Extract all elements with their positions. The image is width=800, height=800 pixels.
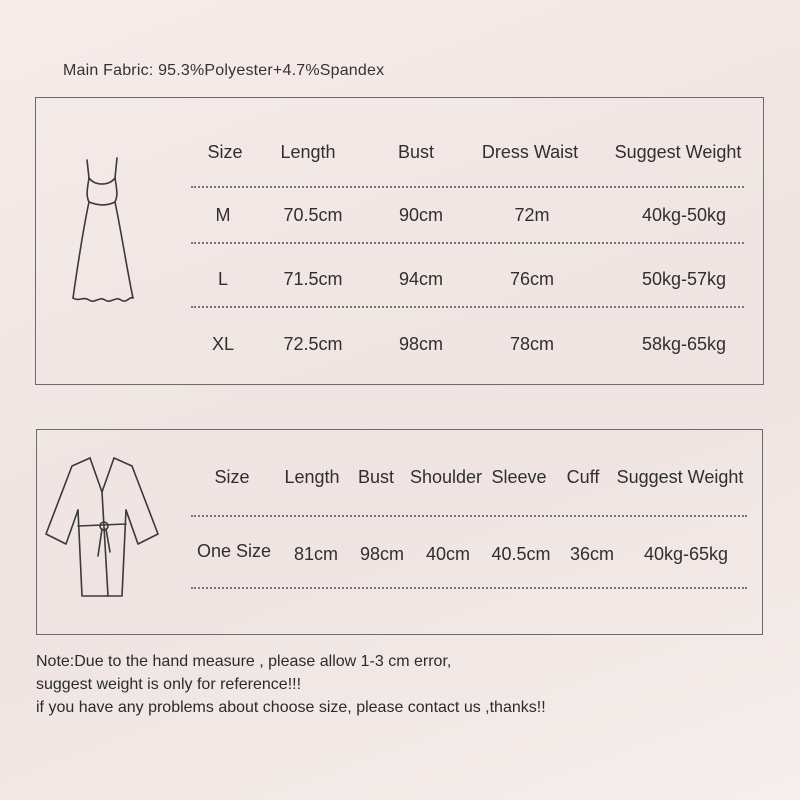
header-suggest-weight: Suggest Weight	[616, 467, 744, 487]
dotted-divider	[191, 242, 744, 244]
fabric-composition: Main Fabric: 95.3%Polyester+4.7%Spandex	[63, 62, 385, 79]
table-cell: 40kg-50kg	[641, 205, 727, 225]
note-line: Note:Due to the hand measure , please allow 1-3 cm error,	[36, 653, 452, 670]
table-cell: 72.5cm	[283, 334, 343, 354]
table-cell: 72m	[514, 205, 550, 225]
header-length: Length	[284, 467, 340, 487]
table-cell: 40cm	[425, 544, 471, 564]
dotted-divider	[191, 306, 744, 308]
robe-icon	[42, 452, 162, 602]
header-bust: Bust	[357, 467, 395, 487]
table-cell: XL	[211, 334, 235, 354]
size-note	[36, 650, 546, 719]
header-dress-waist: Dress Waist	[481, 142, 579, 162]
table-cell: 40.5cm	[491, 544, 551, 564]
table-cell: 58kg-65kg	[641, 334, 727, 354]
dotted-divider	[191, 186, 744, 188]
header-size: Size	[207, 142, 243, 162]
table-cell: M	[215, 205, 231, 225]
table-cell: 90cm	[398, 205, 444, 225]
header-shoulder: Shoulder	[409, 467, 483, 487]
note-line: if you have any problems about choose size, please contact us ,thanks!!	[36, 699, 546, 716]
table-cell: 81cm	[293, 544, 339, 564]
table-cell: 78cm	[509, 334, 555, 354]
table-cell: L	[217, 269, 229, 289]
table-cell: 94cm	[398, 269, 444, 289]
table-cell: 71.5cm	[283, 269, 343, 289]
table-cell: 36cm	[569, 544, 615, 564]
dotted-divider	[191, 587, 747, 589]
slip-dress-icon	[65, 150, 145, 310]
header-sleeve: Sleeve	[491, 467, 547, 487]
header-suggest-weight: Suggest Weight	[614, 142, 742, 162]
header-bust: Bust	[397, 142, 435, 162]
note-line: suggest weight is only for reference!!!	[36, 676, 302, 693]
table-cell: One Size	[196, 541, 272, 561]
dotted-divider	[191, 515, 747, 517]
table-cell: 50kg-57kg	[641, 269, 727, 289]
header-cuff: Cuff	[566, 467, 600, 487]
table-cell: 70.5cm	[283, 205, 343, 225]
header-size: Size	[214, 467, 250, 487]
table-cell: 98cm	[398, 334, 444, 354]
table-cell: 40kg-65kg	[643, 544, 729, 564]
header-length: Length	[280, 142, 336, 162]
table-cell: 98cm	[359, 544, 405, 564]
table-cell: 76cm	[509, 269, 555, 289]
